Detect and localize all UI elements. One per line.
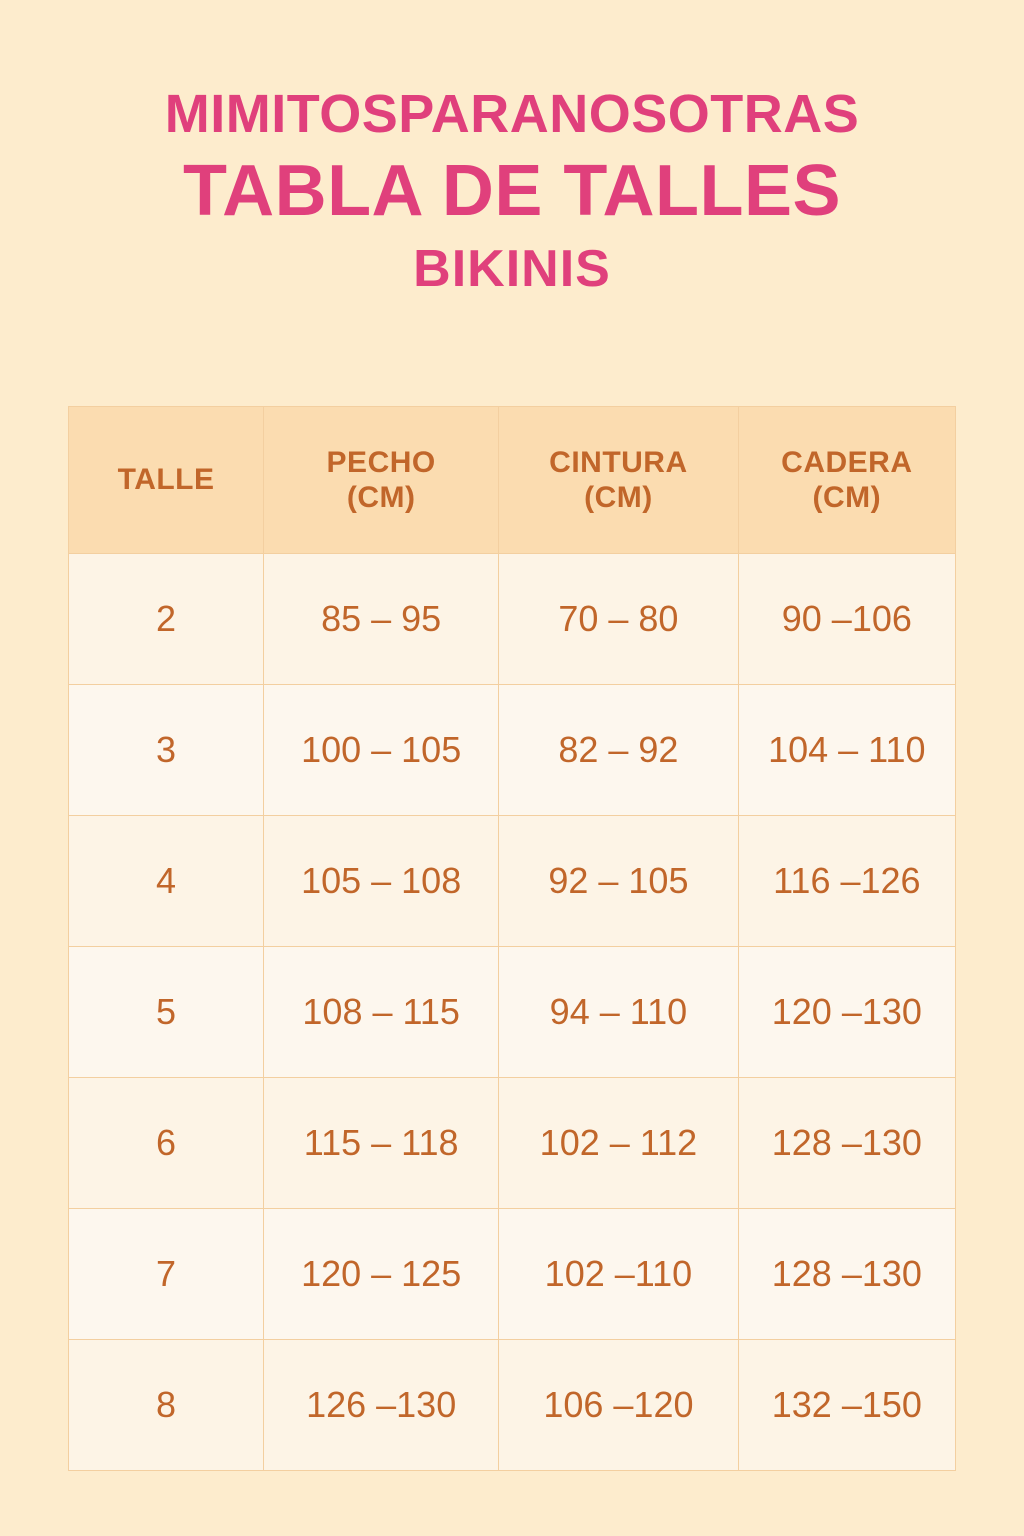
column-header-pecho [264,407,499,554]
cell-cintura: 94 – 110 [499,947,738,1078]
cell-cadera: 132 –150 [738,1340,955,1471]
cell-cadera: 128 –130 [738,1078,955,1209]
cell-talle: 6 [69,1078,264,1209]
cell-talle: 7 [69,1209,264,1340]
cell-cadera: 116 –126 [738,816,955,947]
column-header-pecho-line1: PECHO [326,445,436,479]
table-row [69,685,956,816]
cell-cadera: 104 – 110 [738,685,955,816]
cell-talle: 8 [69,1340,264,1471]
cell-cintura: 92 – 105 [499,816,738,947]
cell-cintura: 82 – 92 [499,685,738,816]
cell-pecho: 115 – 118 [264,1078,499,1209]
size-table-container [68,406,956,1471]
cell-pecho: 108 – 115 [264,947,499,1078]
table-row [69,947,956,1078]
table-row [69,554,956,685]
table-row [69,1078,956,1209]
column-header-cadera-line1: CADERA [781,445,913,479]
table-row [69,816,956,947]
cell-cadera: 128 –130 [738,1209,955,1340]
cell-pecho: 100 – 105 [264,685,499,816]
cell-cadera: 120 –130 [738,947,955,1078]
cell-cintura: 102 –110 [499,1209,738,1340]
column-header-cintura [499,407,738,554]
table-header-row [69,407,956,554]
cell-cintura: 106 –120 [499,1340,738,1471]
cell-pecho: 126 –130 [264,1340,499,1471]
cell-cintura: 70 – 80 [499,554,738,685]
table-body [69,554,956,1471]
cell-talle: 5 [69,947,264,1078]
cell-talle: 3 [69,685,264,816]
cell-talle: 4 [69,816,264,947]
brand-title: MIMITOSPARANOSOTRAS [164,84,860,144]
cell-cadera: 90 –106 [738,554,955,685]
column-header-cintura-line1: CINTURA [549,445,688,479]
table-header [69,407,956,554]
page-subtitle: BIKINIS [413,240,611,299]
page-header [0,0,1024,299]
column-header-talle-line1: TALLE [117,463,215,497]
cell-pecho: 105 – 108 [264,816,499,947]
column-header-pecho-line2: (CM) [346,481,416,514]
column-header-cadera-line2: (CM) [812,481,882,514]
column-header-cintura-line2: (CM) [584,481,653,514]
table-row [69,1209,956,1340]
column-header-talle [69,407,264,554]
size-table [68,406,956,1471]
table-row [69,1340,956,1471]
cell-talle: 2 [69,554,264,685]
page-title: TABLA DE TALLES [182,150,842,231]
cell-pecho: 120 – 125 [264,1209,499,1340]
cell-pecho: 85 – 95 [264,554,499,685]
column-header-cadera [738,407,955,554]
cell-cintura: 102 – 112 [499,1078,738,1209]
